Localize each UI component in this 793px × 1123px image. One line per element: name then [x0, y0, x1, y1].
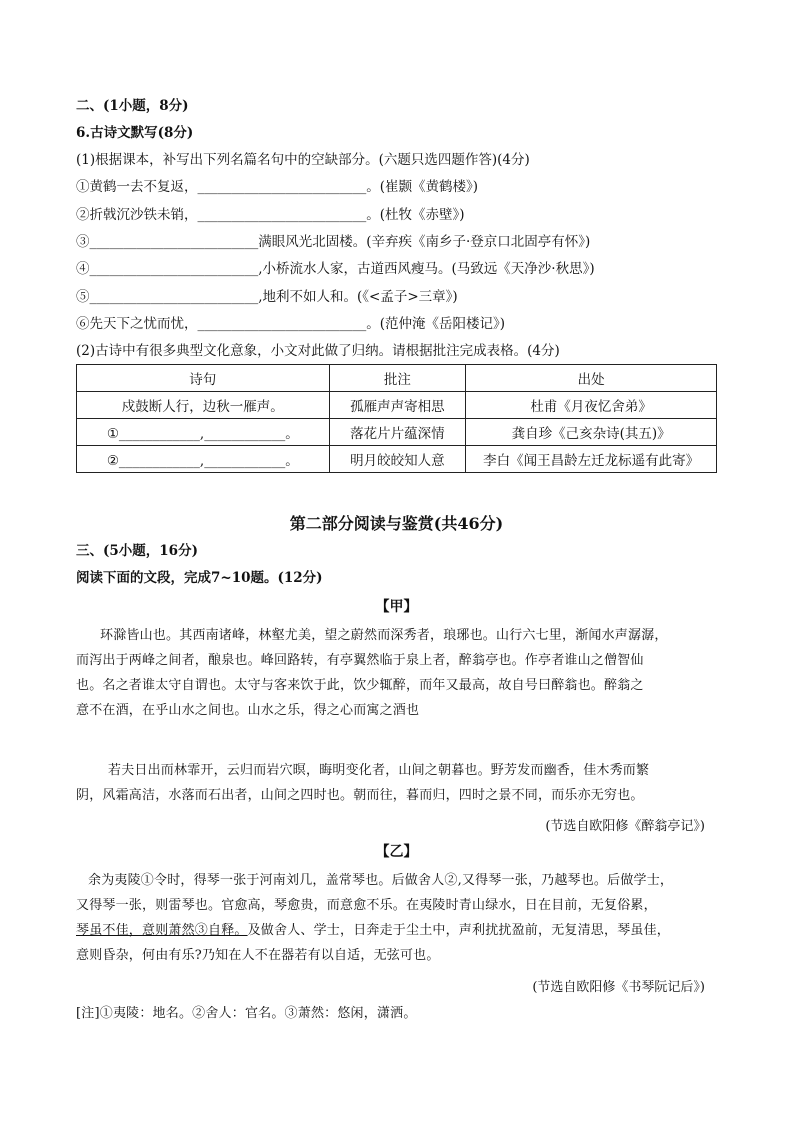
table-cell: 戍鼓断人行，边秋一雁声。: [77, 392, 330, 419]
passage-jia-source: (节选自欧阳修《醉翁亭记》): [545, 819, 705, 834]
table-cell: 杜甫《月夜忆舍弟》: [466, 392, 717, 419]
part-2-title: 第二部分阅读与鉴赏(共46分): [289, 514, 504, 533]
passage-jia-label: 【甲】: [375, 599, 418, 615]
table-header: 批注: [329, 365, 466, 392]
reading-instruction: 阅读下面的文段，完成7~10题。(12分): [76, 570, 323, 586]
fill-item-3: ③_________________________满眼风光北固楼。(辛弃疾《南乡子·登京口北固亭有怀》): [76, 234, 591, 250]
fill-item-5: ⑤_________________________,地利不如人和。(《<孟子>三章》): [76, 289, 458, 305]
passage-jia-line: 若夫日出而林霏开，云归而岩穴暝，晦明变化者，山间之朝暮也。野芳发而幽香，佳木秀而繁: [108, 763, 650, 778]
table-row: [77, 446, 717, 473]
passage-yi-label: 【乙】: [375, 844, 418, 860]
table-cell: 明月皎皎知人意: [329, 446, 466, 473]
table-cell-blank: ①____________,____________。: [77, 419, 330, 446]
table-cell: 李白《闻王昌龄左迁龙标遥有此寄》: [466, 446, 717, 473]
passage-yi-source: (节选自欧阳修《书琴阮记后》): [532, 980, 705, 995]
passage-yi-text: 及做舍人、学士，日奔走于尘土中，声利扰扰盈前，无复清思，琴虽佳，: [247, 923, 671, 938]
table-cell: 龚自珍《己亥杂诗(其五)》: [466, 419, 717, 446]
table-header-row: [77, 365, 717, 392]
fill-item-1: ①黄鹤一去不复返，_________________________。(崔颢《黄鹤楼》): [76, 179, 479, 195]
fill-item-4: ④_________________________,小桥流水人家，古道西风瘦马。(马致远《天净沙·秋思》): [76, 261, 595, 277]
table-header: 出处: [466, 365, 717, 392]
imagery-table: [76, 364, 717, 473]
table-cell-blank: ②____________,____________。: [77, 446, 330, 473]
fill-item-6: ⑥先天下之忧而忧，_________________________。(范仲淹《岳阳楼记》): [76, 316, 506, 332]
question-6-part-2: (2)古诗中有很多典型文化意象，小文对此做了归纳。请根据批注完成表格。(4分): [76, 343, 560, 359]
passage-jia-line: 而泻出于两峰之间者，酿泉也。峰回路转，有亭翼然临于泉上者，醉翁亭也。作亭者谁山之僧智仙: [76, 653, 644, 668]
passage-yi-line: 又得琴一张，则雷琴也。官愈高，琴愈贵，而意愈不乐。在夷陵时青山绿水，日在目前，无复俗累，: [76, 898, 657, 913]
question-6-part-1: (1)根据课本，补写出下列名篇名句中的空缺部分。(六题只选四题作答)(4分): [76, 152, 530, 168]
passage-jia-line: 阴，风霜高洁，水落而石出者，山间之四时也。朝而往，暮而归，四时之景不同，而乐亦无穷也。: [76, 788, 644, 803]
passage-yi-line: 意则昏杂，何由有乐?乃知在人不在器若有以自适，无弦可也。: [76, 948, 440, 963]
passage-jia-line: 意不在酒，在乎山水之间也。山水之乐，得之心而寓之酒也: [76, 703, 420, 718]
annotation-note: [注]①夷陵：地名。②舍人：官名。③萧然：悠闲，潇洒。: [76, 1006, 417, 1021]
table-cell: 落花片片蕴深情: [329, 419, 466, 446]
passage-yi-line: 余为夷陵①令时，得琴一张于河南刘几，盖常琴也。后做舍人②,又得琴一张，乃越琴也。后做学士，: [88, 873, 674, 888]
section-heading-3: 三、(5小题，16分): [76, 543, 198, 559]
table-header: 诗句: [77, 365, 330, 392]
passage-jia-line: 也。名之者谁太守自谓也。太守与客来饮于此，饮少辄醉，而年又最高，故自号曰醉翁也。醉翁之: [76, 678, 644, 693]
table-row: [77, 392, 717, 419]
section-heading-2: 二、(1小题，8分): [76, 98, 189, 114]
table-row: [77, 419, 717, 446]
table-cell: 孤雁声声寄相思: [329, 392, 466, 419]
question-6-title: 6.古诗文默写(8分): [76, 125, 194, 141]
passage-yi-line: [76, 922, 670, 940]
fill-item-2: ②折戟沉沙铁未销，_________________________。(杜牧《赤壁》): [76, 207, 465, 223]
passage-jia-line: 环滁皆山也。其西南诸峰，林壑尤美，望之蔚然而深秀者，琅琊也。山行六七里，渐闻水声潺潺，: [100, 628, 668, 643]
underlined-sentence: 琴虽不佳，意则萧然③自释。: [76, 923, 248, 938]
